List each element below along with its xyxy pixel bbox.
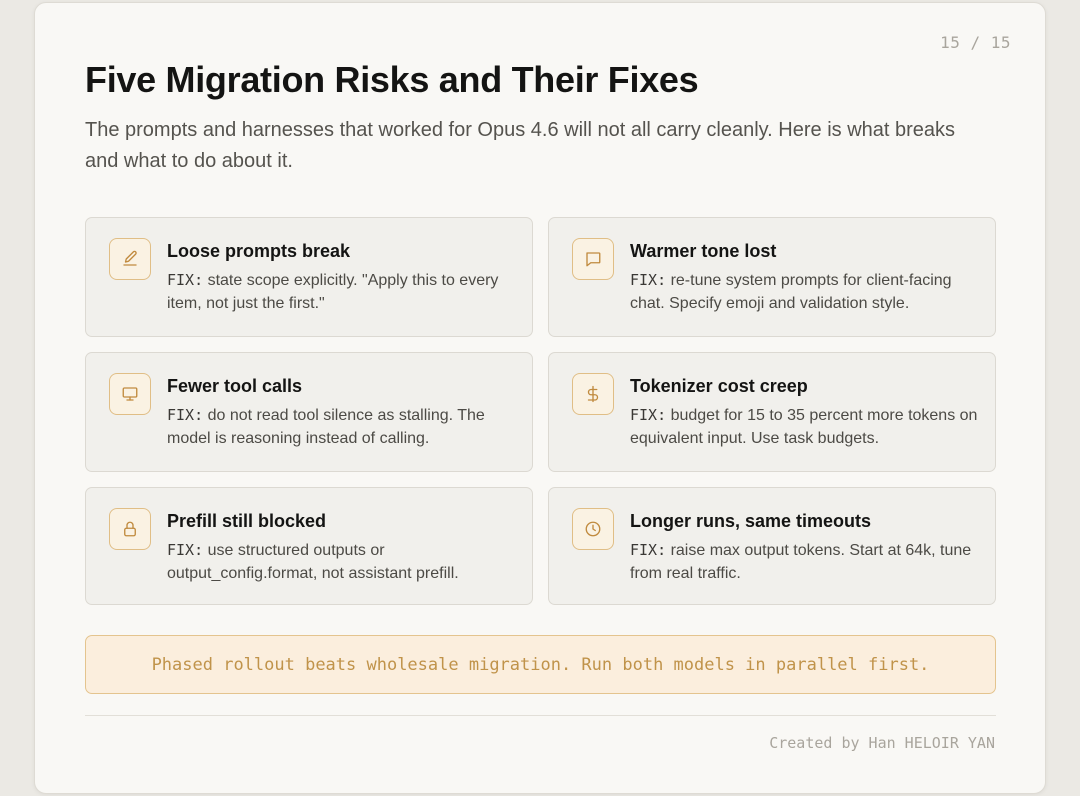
lock-icon xyxy=(109,508,151,550)
fix-text: budget for 15 to 35 percent more tokens on equivalent input. Use task budgets. xyxy=(630,407,978,447)
fix-label: FIX: xyxy=(167,541,204,559)
callout-banner: Phased rollout beats wholesale migration. Run both models in parallel first. xyxy=(85,635,996,694)
risk-grid xyxy=(85,217,996,605)
fix-label: FIX: xyxy=(630,406,667,424)
page-subtitle: The prompts and harnesses that worked for Opus 4.6 will not all carry cleanly. Here is what breaks and what to do about it. xyxy=(85,119,956,172)
risk-card-prefill xyxy=(85,487,533,605)
fix-label: FIX: xyxy=(167,271,204,289)
risk-fix xyxy=(167,404,522,450)
fix-text: re-tune system prompts for client-facing chat. Specify emoji and validation style. xyxy=(630,272,952,312)
fix-text: raise max output tokens. Start at 64k, tune from real traffic. xyxy=(630,542,972,582)
divider xyxy=(85,715,996,716)
risk-title: Prefill still blocked xyxy=(167,511,327,531)
clock-icon xyxy=(572,508,614,550)
fix-label: FIX: xyxy=(167,406,204,424)
risk-card-warmer-tone xyxy=(548,217,996,337)
risk-card-tool-calls xyxy=(85,352,533,472)
fix-label: FIX: xyxy=(630,541,667,559)
risk-title: Warmer tone lost xyxy=(630,241,777,261)
risk-card-timeouts xyxy=(548,487,996,605)
dollar-icon xyxy=(572,373,614,415)
risk-title: Longer runs, same timeouts xyxy=(630,511,872,531)
risk-fix xyxy=(167,539,522,585)
risk-card-tokenizer-cost xyxy=(548,352,996,472)
monitor-icon xyxy=(109,373,151,415)
risk-card-loose-prompts xyxy=(85,217,533,337)
slide xyxy=(34,2,1046,794)
risk-fix xyxy=(630,269,985,315)
footer-credit: Created by Han HELOIR YAN xyxy=(769,734,995,752)
pencil-icon xyxy=(109,238,151,280)
fix-label: FIX: xyxy=(630,271,667,289)
chat-bubble-icon xyxy=(572,238,614,280)
page-title: Five Migration Risks and Their Fixes xyxy=(85,59,699,100)
risk-fix xyxy=(167,269,522,315)
risk-title: Tokenizer cost creep xyxy=(630,376,808,396)
page-counter: 15 / 15 xyxy=(940,33,1011,52)
fix-text: do not read tool silence as stalling. The model is reasoning instead of calling. xyxy=(167,407,485,447)
risk-fix xyxy=(630,404,985,450)
risk-fix xyxy=(630,539,985,585)
fix-text: state scope explicitly. "Apply this to every item, not just the first." xyxy=(167,272,499,312)
fix-text: use structured outputs or output_config.format, not assistant prefill. xyxy=(167,542,459,582)
risk-title: Loose prompts break xyxy=(167,241,351,261)
risk-title: Fewer tool calls xyxy=(167,376,303,396)
